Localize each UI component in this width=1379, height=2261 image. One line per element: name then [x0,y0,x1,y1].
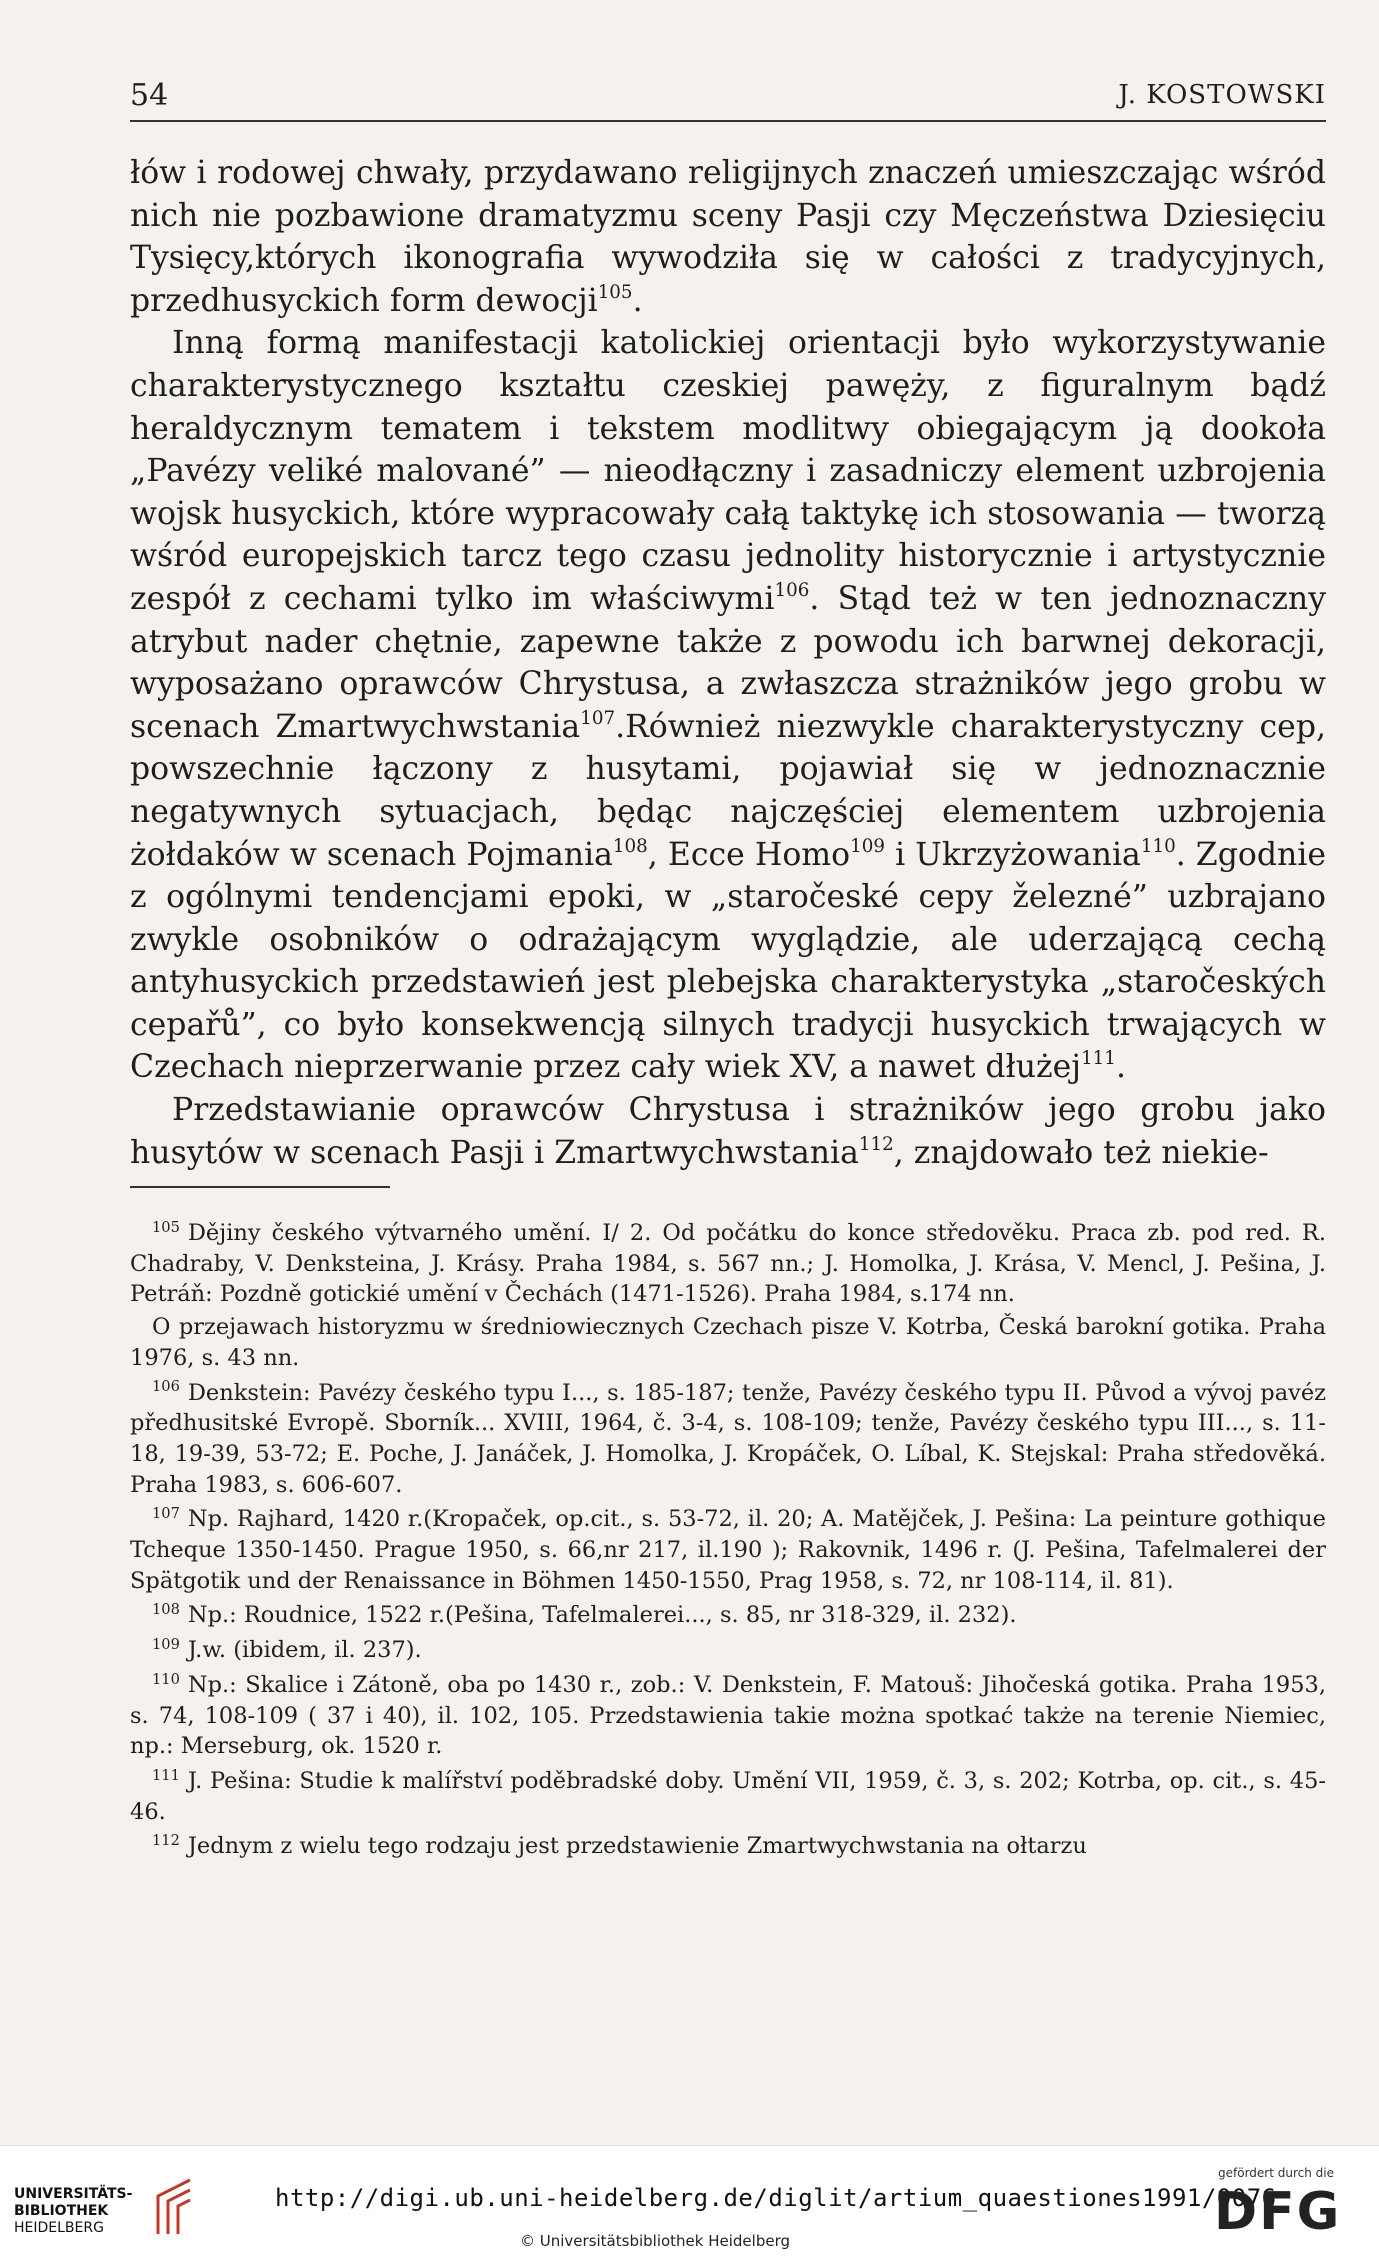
funding-note: gefördert durch die [1218,2166,1334,2180]
footnote-text: Jednym z wielu tego rodzaju jest przedstawienie Zmartwychwstania na ołtarzu [187,1833,1087,1860]
footnote-text: O przejawach historyzmu w średniowiecznych Czechach pisze V. Kotrba, Česká barokní gotika. Praha 1976, s. 43 nn. [130,1314,1326,1371]
footnote-number: 111 [152,1766,180,1784]
footnote-number: 107 [152,1505,180,1523]
library-line: UNIVERSITÄTS- [14,2186,133,2202]
footnote-divider [130,1186,390,1188]
footnote-text: Np. Rajhard, 1420 r.(Kropaček, op.cit., s. 53-72, il. 20; A. Matějček, J. Pešina: La peinture gothique Tcheque 1350-1450. Prague 1950, s. 66,nr 217, il.190 ); Rakovnik, 1496 r. (J. Pešina, Tafelmalerei der Spätgotik und der Renaissance in Böhmen 1450-1550, Prag 1958, s. 72, nr 108-114, il. 81). [130,1506,1326,1594]
library-logo-icon [150,2174,194,2238]
footnote-text: Dějiny českého výtvarného umění. I/ 2. Od počátku do konce středověku. Praca zb. pod red. R. Chadraby, V. Denksteina, J. Krásy. Praha 1984, s. 567 nn.; J. Homolka, J. Krása, V. Mencl, J. Pešina, J. Petráň: Pozdně gotickié umění v Čechách (1471-1526). Praha 1984, s.174 nn. [130,1220,1326,1308]
footnote [130,1600,1326,1631]
library-line: HEIDELBERG [14,2220,104,2236]
copyright-text: © Universitätsbibliothek Heidelberg [520,2232,791,2250]
running-header [130,70,1326,122]
footnote-number: 105 [152,1218,180,1236]
text-span: . Zgodnie z ogólnymi tendencjami epoki, w „staročeské cepy železné” uzbrajano zwykle osobników o odrażającym wyglądzie, ale uderzającą cechą antyhusyckich przedstawień jest plebejska charakterystyka „staročeských cepařů”, co było konsekwencją silnych tradycji husyckich trwających w Czechach nieprzerwanie przez cały wiek XV, a nawet dłużej [130,836,1326,1086]
page-number: 54 [130,78,169,113]
footnote-text: Np.: Roudnice, 1522 r.(Pešina, Tafelmalerei..., s. 85, nr 318-329, il. 232). [187,1602,1017,1629]
footnote [130,1312,1326,1373]
footnote [130,1766,1326,1827]
footnote-ref: 110 [1140,835,1176,857]
footnote-ref: 106 [774,579,810,601]
footnote-ref: 107 [580,707,616,729]
text-span: łów i rodowej chwały, przydawano religijnych znaczeń umieszczając wśród nich nie pozbawione dramatyzmu sceny Pasji czy Męczeństwa Dziesięciu Tysięcy,których ikonografia wywodziła się w całości z tradycyjnych, przedhusyckich form dewocji [130,155,1326,319]
footnote-text: Denkstein: Pavézy českého typu I..., s. 185-187; tenže, Pavézy českého typu II. Původ a vývoj pavéz předhusitské Evropě. Sborník... XVIII, 1964, č. 3-4, s. 108-109; tenže, Pavézy českého typu III..., s. 11-18, 19-39, 53-72; E. Poche, J. Janáček, J. Homolka, J. Kropáček, O. Líbal, K. Stejskal: Praha středověká. Praha 1983, s. 606-607. [130,1379,1326,1498]
running-header-author: J. KOSTOWSKI [1118,80,1326,110]
digitization-footer [0,2145,1379,2261]
text-span: . [632,282,643,319]
footnote-number: 106 [152,1378,180,1396]
footnote [130,1504,1326,1596]
footnote-ref: 109 [850,835,886,857]
text-span: . Stąd też w ten jednoznaczny atrybut nader chętnie, zapewne także z powodu ich barwnej dekoracji, wyposażano oprawców Chrystusa, a zwłaszcza strażników jego grobu w scenach Zmartwychwstania [130,580,1326,745]
footnote-text: J. Pešina: Studie k malířství poděbradské doby. Umění VII, 1959, č. 3, s. 202; Kotrba, op. cit., s. 45-46. [130,1767,1326,1825]
text-span: .Również niezwykle charakterystyczny cep, powszechnie łączony z husytami, pojawiał się w jednoznacznie negatywnych sytuacjach, będąc najczęściej elementem uzbrojenia żołdaków w scenach Pojmania [130,708,1326,873]
footnote-ref: 111 [1081,1048,1116,1070]
footnote-number: 108 [152,1601,180,1619]
text-span: Inną formą manifestacji katolickiej orientacji było wykorzystywanie charakterystycznego kształtu czeskiej pawęży, z figuralnym bądź heraldycznym tematem i tekstem modlitwy obiegającym ją dookoła „Pavézy veliké malované” — nieodłączny i zasadniczy element uzbrojenia wojsk husyckich, które wypracowały całą taktykę ich stosowania — tworzą wśród europejskich tarcz tego czasu jednolity historycznie i artystycznie zespół z cechami tylko im właściwymi [130,325,1326,617]
footnotes [130,1218,1326,1866]
paragraph-1 [130,152,1326,322]
library-name [14,2186,132,2237]
paragraph-2 [130,322,1326,1089]
footnote [130,1635,1326,1666]
footnote-ref: 105 [597,281,633,303]
text-span: . [1115,1049,1126,1086]
footnote-number: 110 [152,1670,180,1688]
text-span: i Ukrzyżowania [885,836,1141,873]
footnote-number: 109 [152,1636,180,1654]
footnote-ref: 112 [858,1133,894,1155]
footnote-text: Np.: Skalice i Zátoně, oba po 1430 r., zob.: V. Denkstein, F. Matouš: Jihočeská gotika. Praha 1953, s. 74, 108-109 ( 37 i 40), il. 102, 105. Przedstawienia takie można spotkać także na terenie Niemiec, np.: Merseburg, ok. 1520 r. [130,1671,1326,1760]
library-line: BIBLIOTHEK [14,2203,109,2219]
text-span: , Ecce Homo [647,836,851,873]
footnote [130,1378,1326,1501]
footnote [130,1218,1326,1310]
footnote [130,1670,1326,1762]
text-span: , znajdowało też niekie- [893,1134,1269,1171]
text-span: Przedstawianie oprawców Chrystusa i strażników jego grobu jako husytów w scenach Pasji i Zmartwychwstania [130,1092,1326,1171]
paragraph-3 [130,1089,1326,1174]
footnote-text: J.w. (ibidem, il. 237). [187,1637,422,1664]
footnote [130,1831,1326,1862]
footnote-number: 112 [152,1832,180,1850]
footnote-ref: 108 [612,835,648,857]
source-url-link[interactable]: http://digi.ub.uni-heidelberg.de/diglit/artium_quaestiones1991/0076 [275,2184,1277,2212]
main-text [130,152,1326,1174]
dfg-logo: DFG [1214,2182,1342,2242]
